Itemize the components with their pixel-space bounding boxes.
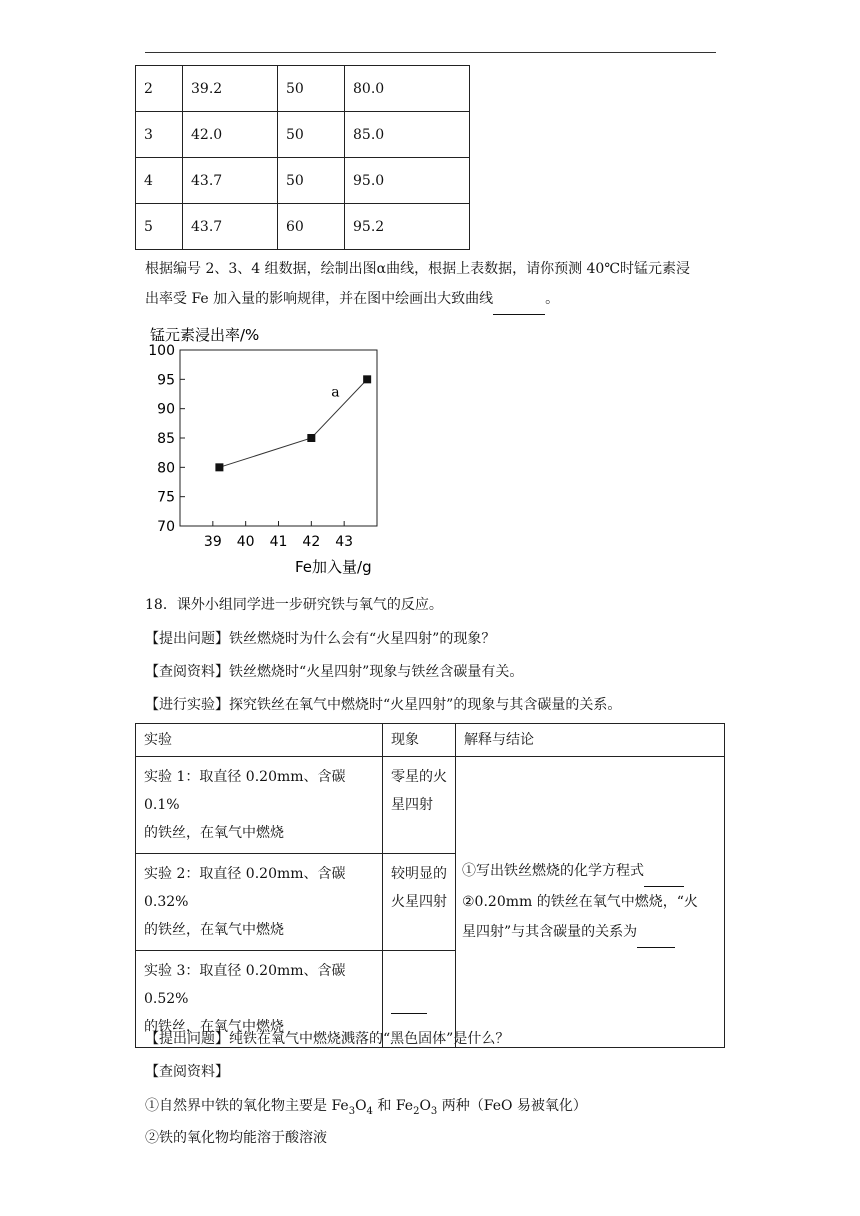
x-tick-label: 40 [236,534,255,550]
y-axis-label: 锰元素浸出率/% [150,326,260,344]
x-tick-label: 43 [335,534,354,550]
y-tick-label: 90 [157,401,175,418]
plot-frame [180,350,377,526]
data-point [215,463,223,471]
table-cell: 50 [278,66,345,112]
table-row [136,112,470,158]
paragraph-line: 根据编号 2、3、4 组数据，绘制出图α曲线，根据上表数据，请你预测 40℃时锰元素浸 [145,261,690,277]
y-tick-label: 100 [148,343,175,359]
table-cell: 60 [278,204,345,250]
data-point [307,434,315,442]
header-rule [145,52,716,53]
table-cell: 95.0 [345,158,470,204]
table-cell: 2 [136,66,183,112]
leach-rate-chart [145,320,405,582]
table-row [136,204,470,250]
experiment-2: 实验 2：取直径 0.20mm、含碳 0.32% 的铁丝，在氧气中燃烧 [136,854,383,951]
table-cell: 5 [136,204,183,250]
y-tick-label: 85 [157,431,175,447]
table-cell: 43.7 [183,158,278,204]
table-cell: 85.0 [345,112,470,158]
table-cell: 42.0 [183,112,278,158]
ask-question-2: 【提出问题】纯铁在氧气中燃烧溅落的“黑色固体”是什么？ [145,1031,510,1047]
experiment-3: 实验 3：取直径 0.20mm、含碳 0.52% 的铁丝，在氧气中燃烧 [136,951,383,1048]
relation-blank[interactable] [637,917,675,948]
x-tick-label: 42 [302,534,321,550]
table-row [136,66,470,112]
phenomenon-1: 零星的火 星四射 [383,757,456,854]
x-axis-label: Fe加入量/g [295,558,372,576]
y-tick-label: 80 [157,460,175,477]
table-cell: 50 [278,112,345,158]
experiment-1: 实验 1：取直径 0.20mm、含碳 0.1% 的铁丝，在氧气中燃烧 [136,757,383,854]
phenomenon-2: 较明显的 火星四射 [383,854,456,951]
question-18: 18．课外小组同学进一步研究铁与氧气的反应。 [145,597,443,613]
reference-item-1: ①自然界中铁的氧化物主要是 $Fe_3O_4$ 和 $Fe_2O_3$ 两种（FeO 易被氧化） [145,1098,587,1117]
table-cell: 4 [136,158,183,204]
table-cell: 43.7 [183,204,278,250]
x-tick-label: 41 [269,534,288,550]
table-cell: 3 [136,112,183,158]
series-label: a [331,384,340,401]
reference-2: 【查阅资料】 [145,1064,229,1080]
data-table [135,65,470,250]
table-cell: 39.2 [183,66,278,112]
y-tick-label: 75 [157,489,175,506]
phenomenon-blank[interactable] [391,985,427,1014]
ask-question-1: 【提出问题】铁丝燃烧时为什么会有“火星四射”的现象？ [145,631,496,647]
reference-1: 【查阅资料】铁丝燃烧时“火星四射”现象与铁丝含碳量有关。 [145,664,524,680]
header-experiment: 实验 [136,724,383,757]
table-cell: 95.2 [345,204,470,250]
data-point [363,375,371,383]
equation-blank[interactable] [644,856,684,887]
series-line-a [219,379,367,467]
table-row [136,158,470,204]
reference-item-2: ②铁的氧化物均能溶于酸溶液 [145,1130,327,1146]
conclusion-cell: ①写出铁丝燃烧的化学方程式 ②0.20mm 的铁丝在氧气中燃烧，“火 星四射”与其含碳量的关系为 [456,757,725,1048]
answer-blank[interactable] [493,284,545,315]
header-conclusion: 解释与结论 [456,724,725,757]
table-cell: 50 [278,158,345,204]
y-tick-label: 70 [157,519,175,535]
y-tick-label: 95 [157,372,175,389]
header-phenomenon: 现象 [383,724,456,757]
table-cell: 80.0 [345,66,470,112]
experiment-table [135,723,725,1048]
x-tick-label: 39 [203,534,222,550]
experiment-intro: 【进行实验】探究铁丝在氧气中燃烧时“火星四射”的现象与其含碳量的关系。 [145,697,622,713]
paragraph-line: 出率受 Fe 加入量的影响规律，并在图中绘画出大致曲线 。 [145,284,559,315]
